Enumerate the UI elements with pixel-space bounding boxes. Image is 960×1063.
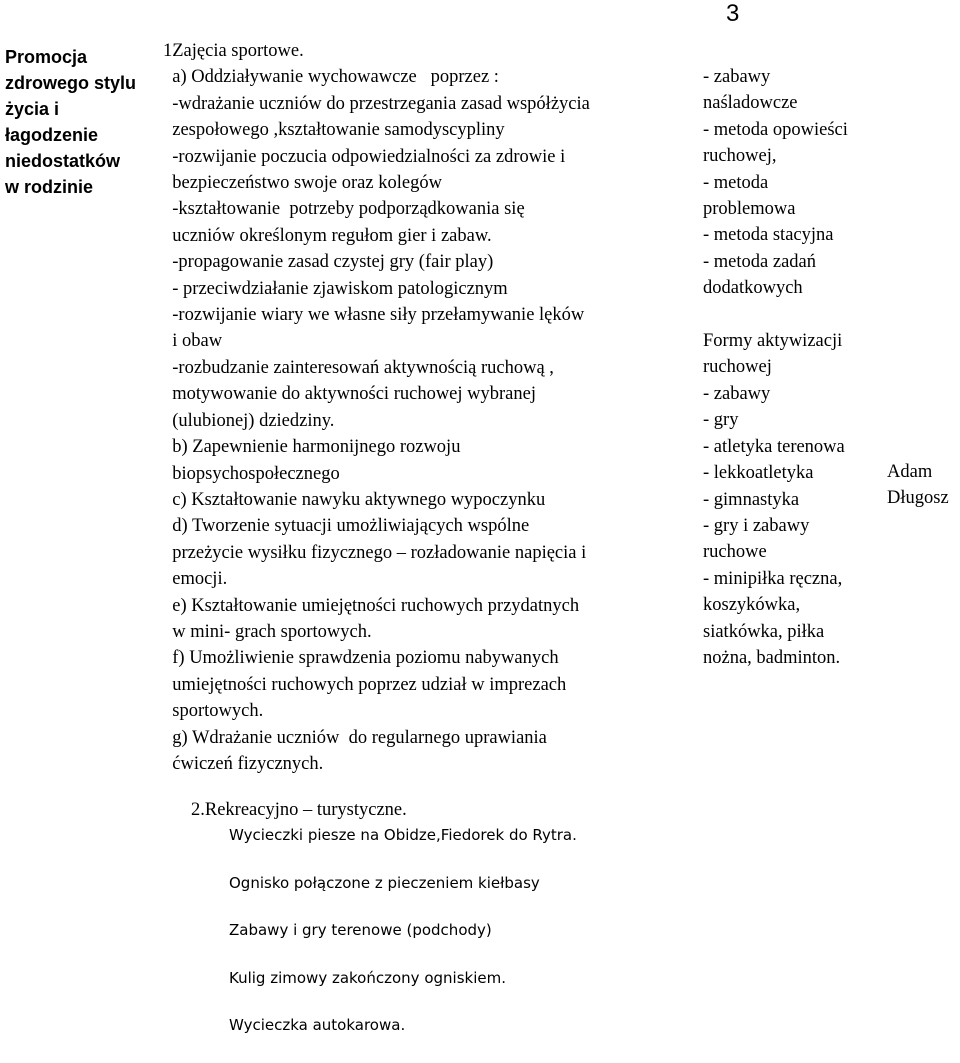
responsible-person	[887, 459, 949, 512]
method-line: - metoda	[703, 172, 769, 193]
activity-line: -kształtowanie potrzeby podporządkowania się	[163, 199, 525, 220]
activity-line: e) Kształtowanie umiejętności ruchowych przydatnych	[163, 595, 580, 616]
activity-line: -propagowanie zasad czystej gry (fair play)	[163, 252, 494, 273]
activity-line: i obaw	[163, 331, 223, 352]
activity-line: d) Tworzenie sytuacji umożliwiających wspólne	[163, 516, 530, 537]
section-title-line: łagodzenie	[5, 125, 99, 145]
method-line: problemowa	[703, 199, 796, 220]
method-line: - metoda stacyjna	[703, 225, 834, 246]
section-title-line: zdrowego stylu	[5, 73, 137, 93]
section-title-line: niedostatków	[5, 151, 121, 171]
method-line: - minipiłka ręczna,	[703, 568, 843, 589]
activity-line: emocji.	[163, 569, 228, 590]
activity-line: a) Oddziaływanie wychowawcze poprzez :	[163, 67, 499, 88]
activity-line: -rozwijanie poczucia odpowiedzialności za zdrowie i	[163, 146, 566, 167]
activity-line: przeżycie wysiłku fizycznego – rozładowanie napięcia i	[163, 542, 587, 563]
recreation-item: Zabawy i gry terenowe (podchody)	[229, 921, 492, 939]
activity-line: - przeciwdziałanie zjawiskom patologicznym	[163, 278, 508, 299]
activity-line: f) Umożliwienie sprawdzenia poziomu nabywanych	[163, 648, 559, 669]
method-line: - gimnastyka	[703, 489, 800, 510]
method-line: dodatkowych	[703, 278, 803, 299]
section-title-line: życia i	[5, 99, 60, 119]
method-line: siatkówka, piłka	[703, 621, 825, 642]
activity-line: biopsychospołecznego	[163, 463, 340, 484]
method-line: - gry i zabawy	[703, 515, 810, 536]
method-line: koszykówka,	[703, 595, 801, 616]
responsible-person-line: Adam	[887, 462, 933, 482]
activity-line: (ulubionej) dziedziny.	[163, 410, 335, 431]
recreation-item: Wycieczka autokarowa.	[229, 1016, 406, 1034]
recreation-item: Kulig zimowy zakończony ogniskiem.	[229, 968, 506, 987]
method-line: - zabawy	[703, 383, 771, 404]
section-title-line: Promocja	[5, 47, 88, 67]
recreation-list	[229, 825, 577, 1063]
activity-line: -rozbudzanie zainteresowań aktywnością ruchową ,	[163, 357, 554, 378]
recreation-title: 2.Rekreacyjno – turystyczne.	[191, 800, 407, 820]
activity-line: motywowanie do aktywności ruchowej wybranej	[163, 384, 536, 405]
method-line: - atletyka terenowa	[703, 436, 845, 457]
activities-column	[163, 38, 590, 777]
method-line: ruchowej	[703, 357, 772, 378]
activity-line: w mini- grach sportowych.	[163, 621, 372, 642]
method-line: ruchowe	[703, 542, 767, 563]
method-line: - metoda zadań	[703, 251, 816, 272]
method-line-spacer	[703, 302, 848, 328]
activity-line: uczniów określonym regułom gier i zabaw.	[163, 225, 492, 246]
activity-line: umiejętności ruchowych poprzez udział w imprezach	[163, 674, 567, 695]
activity-line: b) Zapewnienie harmonijnego rozwoju	[163, 437, 461, 458]
page-number: 3	[726, 0, 740, 27]
section-title	[5, 44, 136, 200]
recreation-item: Wycieczki piesze na Obidze,Fiedorek do Rytra.	[229, 826, 577, 844]
methods-column	[703, 64, 848, 671]
method-line: - gry	[703, 410, 739, 431]
method-line: ruchowej,	[703, 146, 777, 167]
activity-line: bezpieczeństwo swoje oraz kolegów	[163, 173, 442, 194]
responsible-person-line: Długosz	[887, 488, 949, 509]
activity-line: -wdrażanie uczniów do przestrzegania zasad współżycia	[163, 93, 590, 114]
section-title-line: w rodzinie	[5, 177, 94, 197]
method-line: Formy aktywizacji	[703, 331, 843, 352]
method-line: - zabawy	[703, 67, 771, 87]
method-line: - lekkoatletyka	[703, 463, 814, 484]
activity-line: c) Kształtowanie nawyku aktywnego wypoczynku	[163, 489, 546, 510]
activity-line: -rozwijanie wiary we własne siły przełamywanie lęków	[163, 305, 585, 326]
method-line: nożna, badminton.	[703, 647, 841, 668]
activity-line: g) Wdrażanie uczniów do regularnego uprawiania	[163, 727, 547, 748]
method-line: naśladowcze	[703, 93, 798, 114]
activity-line: ćwiczeń fizycznych.	[163, 753, 324, 774]
activity-line: sportowych.	[163, 701, 264, 722]
recreation-item: Ognisko połączone z pieczeniem kiełbasy	[229, 873, 540, 892]
method-line: - metoda opowieści	[703, 119, 848, 140]
activity-line: zespołowego ,kształtowanie samodyscypliny	[163, 120, 505, 141]
activity-line: 1Zajęcia sportowe.	[163, 41, 304, 61]
